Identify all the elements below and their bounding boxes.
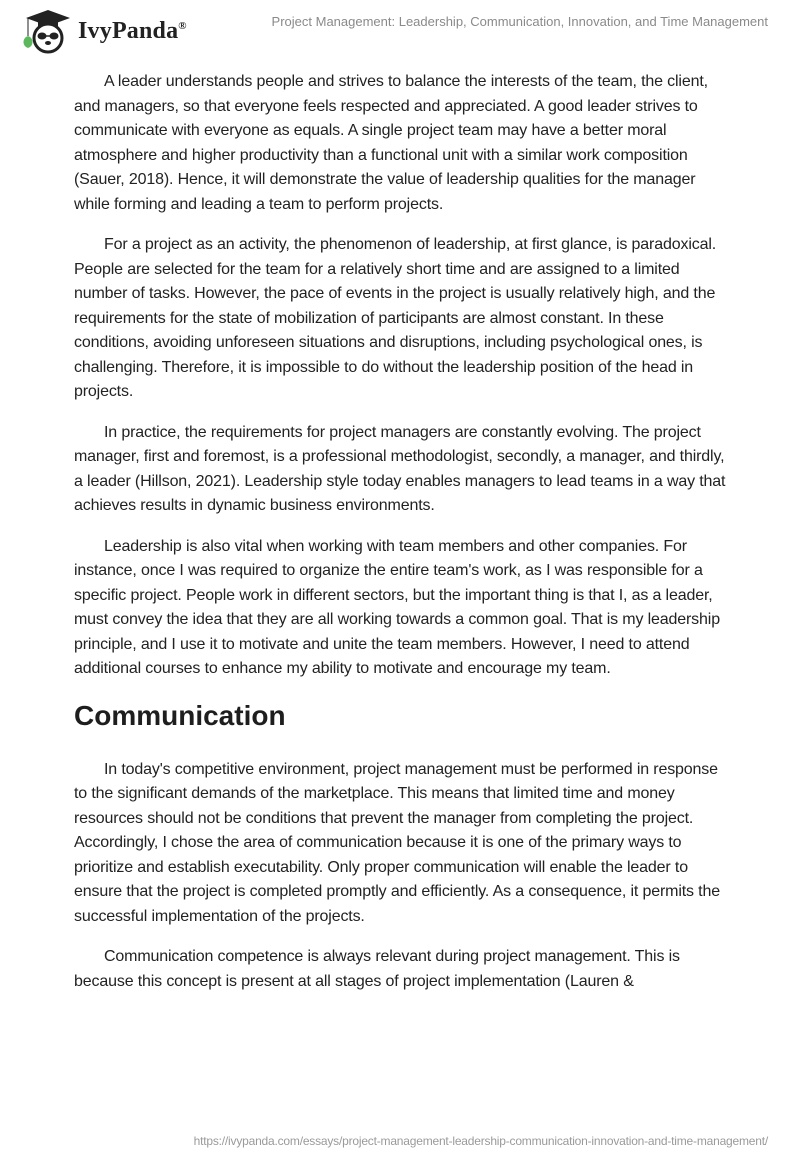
brand-logo[interactable] (18, 8, 187, 54)
document-title: Project Management: Leadership, Communication, Innovation, and Time Management (271, 14, 768, 29)
paragraph: Communication competence is always relevant during project management. This is because this concept is present at all stages of project implementation (Lauren & (74, 948, 680, 990)
registered-mark: ® (178, 19, 187, 32)
section-heading: Communication (74, 699, 286, 731)
paragraph: A leader understands people and strives to balance the interests of the team, the client, and managers, so that everyone feels respected and appreciated. A good leader strives to communicate with everyone as equals. A single project team may have a better moral atmosphere and higher productivity than a functional unit with a similar work composition (Sauer, 2018). Hence, it will demonstrate the value of leadership qualities for the manager while forming and leading a team to perform projects. (74, 73, 708, 213)
essay-body (74, 70, 730, 1010)
paragraph: For a project as an activity, the phenomenon of leadership, at first glance, is paradoxical. People are selected for the team for a relatively short time and are assigned to a limited number of tasks. However, the pace of events in the project is usually relatively high, and the requirements for the state of mobilization of participants are almost constant. In these conditions, avoiding unforeseen situations and disruptions, including psychological ones, is challenging. Therefore, it is impossible to do without the leadership position of the head in projects. (74, 236, 717, 400)
source-url[interactable]: https://ivypanda.com/essays/project-management-leadership-communication-innovation-and-time-management/ (193, 1134, 768, 1148)
paragraph: In today's competitive environment, project management must be performed in response to the significant demands of the marketplace. This means that limited time and money resources should not be conditions that prevent the manager from completing the project. Accordingly, I chose the area of communication because it is one of the primary ways to prioritize and establish executability. Only proper communication will enable the leader to ensure that the project is completed promptly and efficiently. As a consequence, it permits the successful implementation of the projects. (74, 760, 720, 925)
brand-name: IvyPanda® (78, 17, 187, 44)
panda-graduation-cap-icon (18, 8, 72, 54)
page-header (0, 0, 800, 52)
paragraph: Leadership is also vital when working with team members and other companies. For instance, once I was required to organize the entire team's work, as I was responsible for a specific project. People work in different sectors, but the important thing is that I, as a leader, must convey the idea that they are all working towards a common goal. That is my leadership principle, and I use it to motivate and unite the team members. However, I need to attend additional courses to enhance my ability to motivate and encourage my team. (74, 537, 720, 677)
paragraph: In practice, the requirements for project managers are constantly evolving. The project manager, first and foremost, is a professional methodologist, secondly, a manager, and thirdly, a leader (Hillson, 2021). Leadership style today enables managers to lead teams in a way that achieves results in dynamic business environments. (74, 423, 726, 514)
